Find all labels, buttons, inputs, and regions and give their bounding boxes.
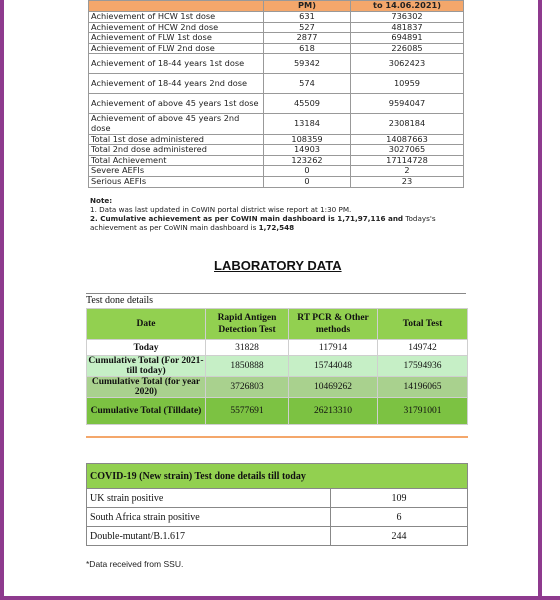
table-row — [87, 508, 468, 527]
table-row — [89, 134, 464, 145]
row-rtpcr: 26213310 — [289, 398, 378, 425]
table-row — [89, 54, 464, 74]
lab-header-date: Date — [87, 309, 206, 340]
note-line-2 — [90, 214, 470, 232]
row-day-value: 13184 — [264, 114, 351, 134]
row-rat: 1850888 — [206, 356, 289, 377]
row-label: Achievement of above 45 years 2nd dose — [89, 114, 264, 134]
row-label: Achievement of FLW 1st dose — [89, 33, 264, 44]
row-total: 149742 — [378, 340, 468, 356]
note-block — [90, 196, 470, 232]
row-total: 31791001 — [378, 398, 468, 425]
bottom-purple-border — [0, 596, 560, 600]
table-row — [89, 166, 464, 177]
row-day-value: 45509 — [264, 94, 351, 114]
row-label: Achievement of HCW 2nd dose — [89, 22, 264, 33]
footnote: *Data received from SSU. — [86, 559, 184, 569]
row-day-value: 631 — [264, 12, 351, 23]
strain-header-row — [87, 464, 468, 489]
row-cumulative-value: 2308184 — [351, 114, 464, 134]
row-label: Severe AEFIs — [89, 166, 264, 177]
row-cumulative-value: 481837 — [351, 22, 464, 33]
table-row — [87, 489, 468, 508]
vaccination-header-row — [89, 1, 464, 12]
row-cumulative-value: 23 — [351, 176, 464, 187]
row-label: Achievement of FLW 2nd dose — [89, 43, 264, 54]
strain-value: 109 — [331, 489, 468, 508]
strain-value: 6 — [331, 508, 468, 527]
row-day-value: 618 — [264, 43, 351, 54]
row-day-value: 574 — [264, 74, 351, 94]
row-label: Achievement of HCW 1st dose — [89, 12, 264, 23]
lab-header-total: Total Test — [378, 309, 468, 340]
row-label: Achievement of 18-44 years 2nd dose — [89, 74, 264, 94]
table-row — [87, 527, 468, 546]
vaccination-table — [88, 0, 464, 188]
strain-table-title: COVID-19 (New strain) Test done details till today — [87, 464, 468, 489]
row-total: 14196065 — [378, 377, 468, 398]
row-day-value: 0 — [264, 166, 351, 177]
table-row — [89, 43, 464, 54]
lab-header-row — [87, 309, 468, 340]
vaccination-header-cumulative: to 14.06.2021) — [351, 1, 464, 12]
row-day-value: 14903 — [264, 145, 351, 156]
strain-table — [86, 463, 468, 546]
lab-header-rtpcr: RT PCR & Other methods — [289, 309, 378, 340]
strain-value: 244 — [331, 527, 468, 546]
row-rat: 31828 — [206, 340, 289, 356]
test-done-details-caption: Test done details — [86, 293, 466, 309]
lab-header-rat: Rapid Antigen Detection Test — [206, 309, 289, 340]
row-cumulative-value: 14087663 — [351, 134, 464, 145]
row-cumulative-value: 3062423 — [351, 54, 464, 74]
row-label: Serious AEFIs — [89, 176, 264, 187]
row-day-value: 0 — [264, 176, 351, 187]
row-cumulative-value: 2 — [351, 166, 464, 177]
row-day-value: 123262 — [264, 155, 351, 166]
right-purple-border — [538, 0, 542, 600]
table-row — [89, 22, 464, 33]
table-row — [87, 356, 468, 377]
row-rat: 3726803 — [206, 377, 289, 398]
row-day-value: 59342 — [264, 54, 351, 74]
table-row — [89, 74, 464, 94]
row-cumulative-value: 226085 — [351, 43, 464, 54]
note-line-1: 1. Data was last updated in CoWIN portal district wise report at 1:30 PM. — [90, 205, 352, 214]
row-day-value: 108359 — [264, 134, 351, 145]
row-label: Achievement of 18-44 years 1st dose — [89, 54, 264, 74]
left-purple-border — [0, 0, 4, 600]
row-rat: 5577691 — [206, 398, 289, 425]
table-row — [87, 340, 468, 356]
row-label: Total 2nd dose administered — [89, 145, 264, 156]
laboratory-table — [86, 308, 468, 425]
table-row — [89, 94, 464, 114]
row-date: Cumulative Total (For 2021- till today) — [88, 356, 204, 376]
laboratory-data-title: LABORATORY DATA — [214, 258, 342, 273]
strain-label: South Africa strain positive — [87, 508, 331, 527]
strain-label: UK strain positive — [87, 489, 331, 508]
table-row — [89, 155, 464, 166]
vaccination-header-day: PM) — [264, 1, 351, 12]
table-row — [89, 12, 464, 23]
note-title: Note: — [90, 196, 113, 205]
row-cumulative-value: 9594047 — [351, 94, 464, 114]
row-label: Total 1st dose administered — [89, 134, 264, 145]
row-cumulative-value: 3027065 — [351, 145, 464, 156]
row-rtpcr: 117914 — [289, 340, 378, 356]
lab-table-bottom-rule — [86, 426, 468, 438]
table-row — [89, 114, 464, 134]
strain-label: Double-mutant/B.1.617 — [87, 527, 331, 546]
row-cumulative-value: 694891 — [351, 33, 464, 44]
row-rtpcr: 10469262 — [289, 377, 378, 398]
row-day-value: 2877 — [264, 33, 351, 44]
row-date: Today — [87, 340, 206, 356]
table-row — [87, 398, 468, 425]
row-label: Total Achievement — [89, 155, 264, 166]
row-cumulative-value: 736302 — [351, 12, 464, 23]
row-date: Cumulative Total (for year 2020) — [87, 377, 206, 398]
note-line-2-bold-end: 1,72,548 — [258, 223, 295, 232]
row-rtpcr: 15744048 — [289, 356, 378, 377]
row-date: Cumulative Total (Tilldate) — [87, 398, 206, 425]
table-row — [87, 377, 468, 398]
table-row — [89, 176, 464, 187]
table-row — [89, 33, 464, 44]
vaccination-header-blank — [89, 1, 264, 12]
row-day-value: 527 — [264, 22, 351, 33]
row-label: Achievement of above 45 years 1st dose — [89, 94, 264, 114]
note-line-2-bold: 2. Cumulative achievement as per CoWIN main dashboard is 1,71,97,116 and — [90, 214, 404, 223]
row-cumulative-value: 17114728 — [351, 155, 464, 166]
table-row — [89, 145, 464, 156]
row-cumulative-value: 10959 — [351, 74, 464, 94]
row-total: 17594936 — [378, 356, 468, 377]
note-line-2-rest: Todays's achievement as per CoWIN main dashboard is — [90, 214, 436, 232]
